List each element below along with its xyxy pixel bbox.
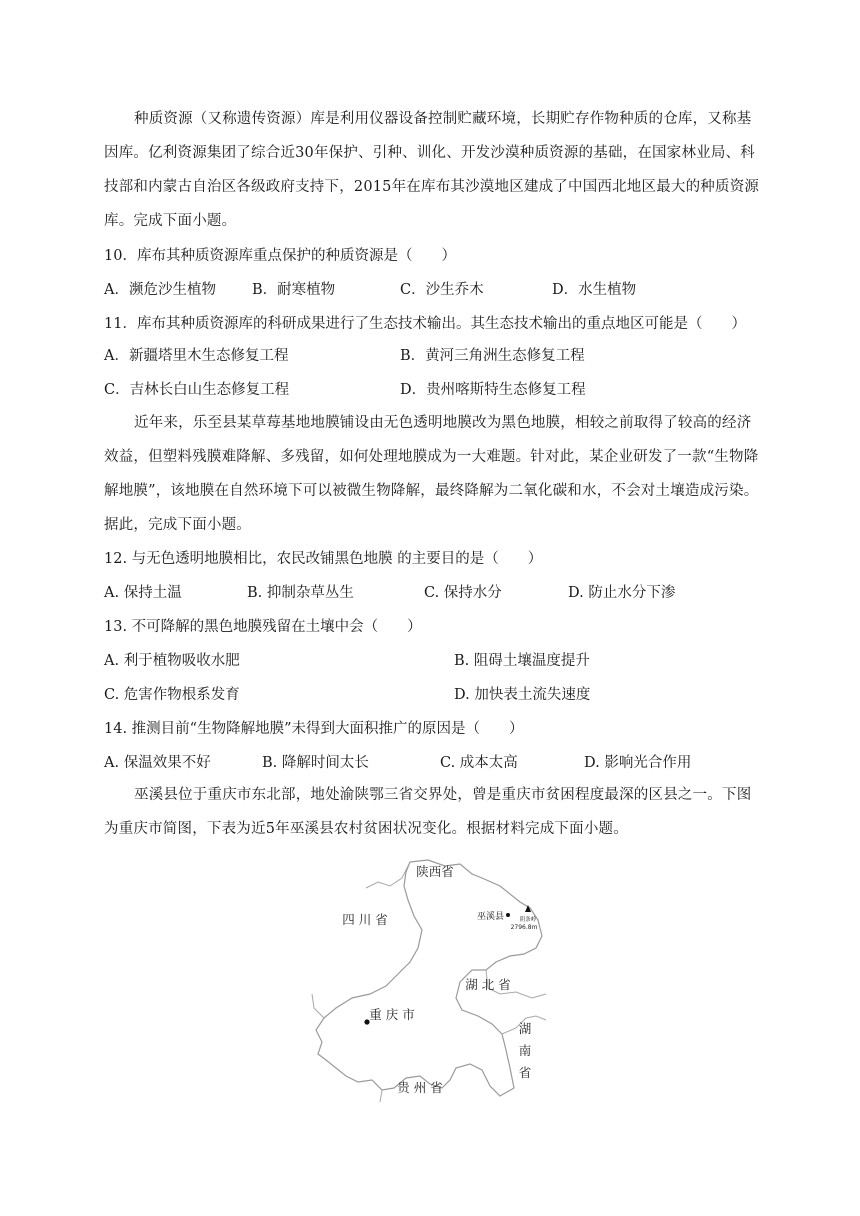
q10-option-a[interactable]: A．濒危沙生植物 xyxy=(104,282,216,298)
label-sichuan: 四 川 省 xyxy=(342,912,388,927)
q10-option-b[interactable]: B．耐寒植物 xyxy=(252,282,336,298)
passage-wuxi-county: 巫溪县位于重庆市东北部，地处渝陕鄂三省交界处，曾是重庆市贫困程度最深的区县之一。下图为重庆市简图，下表为近5年巫溪县农村贫困状况变化。根据材料完成下面小题。 xyxy=(104,787,752,837)
label-wuxi: 巫溪县 xyxy=(476,912,504,922)
label-hunan-3: 省 xyxy=(518,1065,532,1080)
q13-option-b[interactable]: B. 阻碍土壤温度提升 xyxy=(454,653,590,669)
q10-option-d[interactable]: D．水生植物 xyxy=(552,282,637,298)
q13-option-d[interactable]: D. 加快表土流失速度 xyxy=(454,687,591,703)
label-chongqing: 重 庆 市 xyxy=(369,1007,415,1022)
province-border-north xyxy=(366,862,410,888)
wuxi-location-dot xyxy=(506,913,510,917)
label-peak: 阴条岭 xyxy=(519,917,537,923)
q12-option-a[interactable]: A. 保持土温 xyxy=(104,585,182,601)
label-guizhou: 贵 州 省 xyxy=(397,1080,443,1095)
q11-option-d[interactable]: D．贵州喀斯特生态修复工程 xyxy=(400,382,586,398)
q14-option-b[interactable]: B. 降解时间太长 xyxy=(262,755,369,771)
province-border-south xyxy=(380,1090,382,1102)
passage-mulch-film: 近年来，乐至县某草莓基地地膜铺设由无色透明地膜改为黑色地膜，相较之前取得了较高的经济效益，但塑料残膜难降解、多残留，如何处理地膜成为一大难题。针对此，某企业研发了一款“生物降解地膜”，该地膜在自然环境下可以被微生物降解，最终降解为二氧化碳和水，不会对土壤造成污染。据此，完成下面小题。 xyxy=(104,415,759,533)
question-14-stem: 14. 推测目前“生物降解地膜”未得到大面积推广的原因是（ ） xyxy=(104,721,524,737)
label-peak-elevation: 2796.8m xyxy=(510,924,538,931)
q13-option-a[interactable]: A. 利于植物吸收水肥 xyxy=(104,653,240,669)
q11-option-b[interactable]: B．黄河三角洲生态修复工程 xyxy=(400,348,585,364)
q11-option-a[interactable]: A．新疆塔里木生态修复工程 xyxy=(104,348,289,364)
question-10-stem: 10．库布其种质资源库重点保护的种质资源是（ ） xyxy=(104,248,456,264)
q10-option-c[interactable]: C．沙生乔木 xyxy=(400,282,484,298)
q14-option-a[interactable]: A. 保温效果不好 xyxy=(104,755,211,771)
q14-option-c[interactable]: C. 成本太高 xyxy=(440,755,518,771)
question-13-stem: 13. 不可降解的黑色地膜残留在土壤中会（ ） xyxy=(104,619,422,635)
label-hunan-1: 湖 xyxy=(518,1021,532,1036)
label-hunan-2: 南 xyxy=(518,1043,532,1058)
q13-option-c[interactable]: C. 危害作物根系发育 xyxy=(104,687,240,703)
q12-option-b[interactable]: B. 抑制杂草丛生 xyxy=(247,585,354,601)
chongqing-sketch-map xyxy=(310,858,560,1106)
question-12-stem: 12. 与无色透明地膜相比，农民改铺黑色地膜 的主要目的是（ ） xyxy=(104,551,543,567)
passage-seed-bank: 种质资源（又称遗传资源）库是利用仪器设备控制贮藏环境，长期贮存作物种质的仓库，又称基因库。亿利资源集团了综合近30年保护、引种、训化、开发沙漠种质资源的基础，在国家林业局、科技部和内蒙古自治区各级政府支持下，2015年在库布其沙漠地区建成了中国西北地区最大的种质资源库。完成下面小题。 xyxy=(104,111,760,229)
province-border-west xyxy=(312,994,324,1018)
label-shaanxi: 陕西省 xyxy=(416,864,454,879)
q12-option-c[interactable]: C. 保持水分 xyxy=(424,585,502,601)
q14-option-d[interactable]: D. 影响光合作用 xyxy=(584,755,692,771)
q12-option-d[interactable]: D. 防止水分下渗 xyxy=(568,585,676,601)
question-11-stem: 11．库布其种质资源库的科研成果进行了生态技术输出。其生态技术输出的重点地区可能是（ ） xyxy=(104,316,746,332)
label-hubei: 湖 北 省 xyxy=(465,977,511,992)
q11-option-c[interactable]: C．吉林长白山生态修复工程 xyxy=(104,382,290,398)
